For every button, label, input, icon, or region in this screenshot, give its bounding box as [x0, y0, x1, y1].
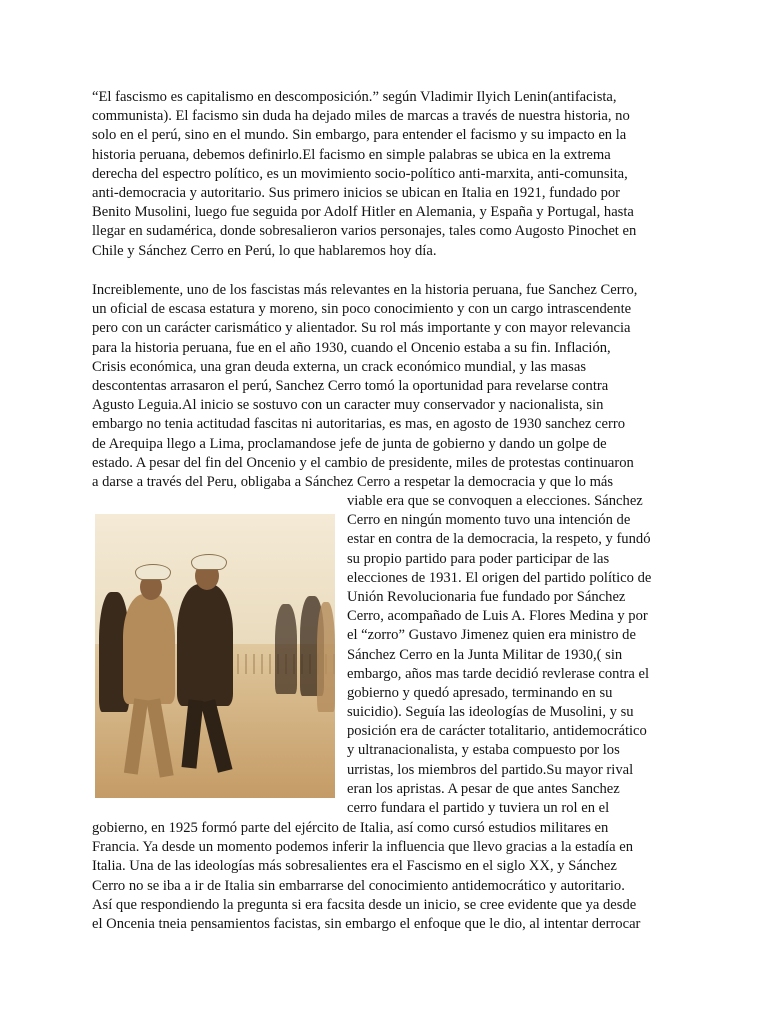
text-line: derecha del espectro político, es un movimiento socio-político anti-marxita, anti-comunsita, — [92, 165, 628, 182]
text-line: gobierno, en 1925 formó parte del ejército de Italia, así como cursó estudios militares en — [92, 820, 609, 836]
paragraph-intro — [92, 88, 674, 261]
text-line: Unión Revolucionaria fue fundado por Sánchez — [347, 588, 626, 605]
text-line: y ultranacionalista, y estaba compuesto por los — [347, 742, 620, 759]
historical-photo — [95, 514, 335, 798]
text-line: embargo no tenia actitudad fascitas ni autoritarias, es mas, en agosto de 1930 sanchez cerro — [92, 416, 626, 433]
text-line: el Oncenia tneia pensamientos facistas, sin embargo el enfoque que le dio, al intentar derrocar — [92, 915, 641, 932]
text-line: un oficial de escasa estatura y moreno, sin poco conocimiento y con un cargo intrascendente — [92, 301, 632, 318]
text-line: eran los apristas. A pesar de que antes Sanchez — [347, 780, 620, 797]
text-line: “El fascismo es capitalismo en descomposición.” según Vladimir Ilyich Lenin(antifacista, — [92, 89, 617, 105]
text-line: Cerro en ningún momento tuvo una intención de — [347, 512, 631, 529]
text-line: cerro fundara el partido y tuviera un rol en el — [347, 800, 610, 816]
text-line: urristas, los miembros del partido.Su mayor rival — [347, 761, 634, 778]
text-line: historia peruana, debemos definirlo.El facismo en simple palabras se ubica en la extrema — [92, 146, 611, 163]
paragraph-wrap-text — [347, 492, 677, 818]
text-line: Agusto Leguia.Al inicio se sostuvo con un caracter muy conservador y nacionalista, sin — [92, 397, 604, 414]
text-line: Benito Musolini, luego fue seguida por Adolf Hitler en Alemania, y España y Portugal, hasta — [92, 204, 634, 221]
text-line: el “zorro” Gustavo Jimenez quien era ministro de — [347, 627, 636, 644]
text-line: para la historia peruana, fue en el año 1930, cuando el Oncenio estaba a su fin. Inflación, — [92, 339, 611, 356]
text-line: Italia. Una de las ideologías más sobresalientes era el Fascismo en el siglo XX, y Sánchez — [92, 858, 617, 875]
text-line: Crisis económica, una gran deuda externa, un crack económico mundial, y las masas — [92, 358, 586, 375]
paragraph-continuation — [92, 819, 674, 934]
text-line: llegar en sudamérica, donde sobresalieron varios personajes, tales como Augosto Pinochet en — [92, 223, 637, 240]
text-line: solo en el perú, sino en el mundo. Sin embargo, para entender el facismo y su impacto en la — [92, 127, 627, 144]
text-line: anti-democracia y autoritario. Sus primero inicios se ubican en Italia en 1921, fundado por — [92, 184, 621, 201]
text-line: Increiblemente, uno de los fascistas más relevantes en la historia peruana, fue Sanchez Cerro, — [92, 282, 638, 298]
text-line: estar en contra de la democracia, la respeto, y fundó — [347, 531, 651, 548]
text-line: gobierno y quedó apresado, terminando en su — [347, 684, 613, 701]
text-line: embargo, años mas tarde decidió revlerase contra el — [347, 665, 650, 682]
paragraph-sanchez-cerro — [92, 281, 674, 492]
text-line: Francia. Ya desde un momento podemos inferir la influencia que llevo gracias a la estadía en — [92, 839, 634, 856]
text-line: Así que respondiendo la pregunta si era facsita desde un inicio, se cree evidente que ya desde — [92, 896, 637, 913]
text-line: estado. A pesar del fin del Oncenio y el cambio de presidente, miles de protestas continuaron — [92, 454, 634, 471]
text-line: suicidio). Seguía las ideologías de Musolini, y su — [347, 704, 634, 721]
text-line: Chile y Sánchez Cerro en Perú, lo que hablaremos hoy día. — [92, 242, 437, 259]
text-line: Cerro no se iba a ir de Italia sin embarrarse del conocimiento antidemocrático y autoritario. — [92, 877, 625, 894]
text-line: Sánchez Cerro en la Junta Militar de 1930,( sin — [347, 646, 623, 663]
text-line: de Arequipa llego a Lima, proclamandose jefe de junta de gobierno y dando un golpe de — [92, 435, 607, 452]
text-line: posición era de carácter totalitario, antidemocrático — [347, 723, 647, 740]
text-line: elecciones de 1931. El origen del partido político de — [347, 569, 652, 586]
text-line: Cerro, acompañado de Luis A. Flores Medina y por — [347, 608, 648, 625]
text-line: su propio partido para poder participar de las — [347, 550, 610, 567]
text-line: a darse a través del Peru, obligaba a Sánchez Cerro a respetar la democracia y que lo más — [92, 473, 614, 490]
text-line: pero con un carácter carismático y alientador. Su rol más importante y con mayor relevancia — [92, 320, 631, 337]
text-line: communista). El facismo sin duda ha dejado miles de marcas a través de nuestra historia, no — [92, 108, 630, 125]
text-line: descontentas arrasaron el perú, Sanchez Cerro tomó la oportunidad para revelarse contra — [92, 377, 609, 394]
text-line: viable era que se convoquen a elecciones. Sánchez — [347, 493, 643, 509]
